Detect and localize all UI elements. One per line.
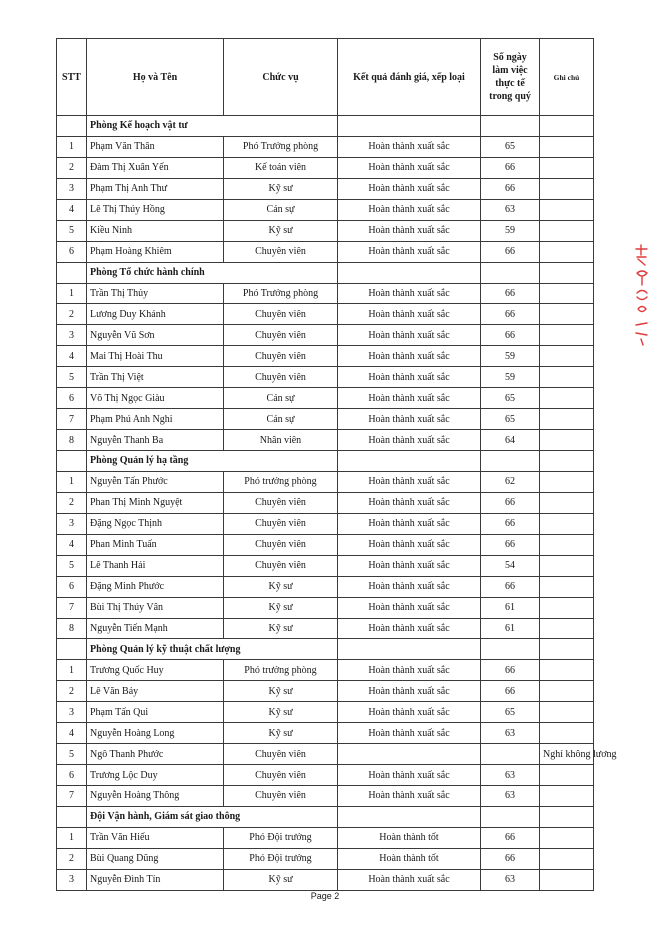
cell-result: Hoàn thành xuất sắc [338,618,481,639]
cell-stt: 3 [57,513,87,534]
cell-position: Phó trưởng phòng [224,660,338,681]
cell-name: Nguyễn Vũ Sơn [87,325,224,346]
cell-stt: 5 [57,220,87,241]
cell-position: Phó Trưởng phòng [224,283,338,304]
cell-name: Trương Lộc Duy [87,765,224,786]
table-row [57,471,594,492]
cell-result: Hoàn thành xuất sắc [338,241,481,262]
table-row [57,325,594,346]
table-row [57,157,594,178]
cell-days: 65 [481,136,540,157]
cell-result: Hoàn thành xuất sắc [338,534,481,555]
cell-stt: 1 [57,827,87,848]
section-empty-cell [481,806,540,827]
cell-position: Chuyên viên [224,765,338,786]
cell-days [481,744,540,765]
cell-result [338,744,481,765]
cell-note [540,241,594,262]
cell-note [540,576,594,597]
cell-position: Phó Đội trưởng [224,827,338,848]
cell-name: Phan Thị Minh Nguyệt [87,492,224,513]
cell-name: Trần Văn Hiếu [87,827,224,848]
cell-days: 66 [481,681,540,702]
cell-note [540,618,594,639]
cell-days: 66 [481,848,540,869]
cell-position: Kỹ sư [224,178,338,199]
section-title: Phòng Tổ chức hành chính [87,262,338,283]
table-row [57,660,594,681]
cell-name: Lê Văn Bảy [87,681,224,702]
table-row [57,723,594,744]
table-row [57,618,594,639]
cell-result: Hoàn thành tốt [338,848,481,869]
cell-stt: 6 [57,765,87,786]
header-name: Họ và Tên [87,39,224,116]
section-empty-cell [540,806,594,827]
cell-result: Hoàn thành xuất sắc [338,220,481,241]
cell-name: Trần Thị Thủy [87,283,224,304]
cell-note [540,848,594,869]
cell-note [540,283,594,304]
header-days: Số ngày làm việc thực tế trong quý [481,39,540,116]
cell-stt: 2 [57,157,87,178]
cell-name: Phạm Tấn Qui [87,702,224,723]
cell-days: 66 [481,241,540,262]
cell-days: 66 [481,660,540,681]
cell-stt: 4 [57,723,87,744]
section-title: Đội Vận hành, Giám sát giao thông [87,806,338,827]
cell-position: Kỹ sư [224,618,338,639]
cell-note [540,136,594,157]
cell-result: Hoàn thành xuất sắc [338,681,481,702]
cell-stt: 3 [57,702,87,723]
cell-stt: 1 [57,660,87,681]
section-empty-cell [481,116,540,137]
cell-name: Võ Thị Ngọc Giàu [87,388,224,409]
cell-name: Đặng Ngọc Thịnh [87,513,224,534]
cell-result: Hoàn thành xuất sắc [338,555,481,576]
cell-stt: 2 [57,848,87,869]
cell-name: Nguyễn Tiến Mạnh [87,618,224,639]
cell-days: 54 [481,555,540,576]
cell-name: Đặng Minh Phước [87,576,224,597]
cell-position: Phó Đội trưởng [224,848,338,869]
cell-note [540,492,594,513]
cell-name: Nguyễn Hoàng Thông [87,786,224,807]
table-row [57,681,594,702]
cell-position: Cán sự [224,409,338,430]
cell-note [540,513,594,534]
cell-note [540,409,594,430]
table-row [57,534,594,555]
cell-days: 59 [481,220,540,241]
cell-position: Chuyên viên [224,304,338,325]
cell-name: Phạm Hoàng Khiêm [87,241,224,262]
stamp-stroke [637,291,647,300]
cell-result: Hoàn thành xuất sắc [338,325,481,346]
cell-days: 59 [481,367,540,388]
stamp-stroke [637,271,647,285]
cell-days: 66 [481,513,540,534]
cell-result: Hoàn thành xuất sắc [338,471,481,492]
cell-stt: 7 [57,786,87,807]
table-row [57,136,594,157]
cell-position: Nhân viên [224,430,338,451]
cell-days: 65 [481,409,540,430]
table-row [57,388,594,409]
cell-position: Chuyên viên [224,555,338,576]
table-body [57,116,617,891]
cell-stt: 3 [57,325,87,346]
table-row [57,304,594,325]
cell-stt: 7 [57,409,87,430]
cell-days: 61 [481,618,540,639]
side-stamp-mark [634,243,650,347]
cell-days: 59 [481,346,540,367]
table-row [57,346,594,367]
cell-name: Lê Thanh Hải [87,555,224,576]
cell-days: 66 [481,576,540,597]
table-row [57,199,594,220]
cell-days: 63 [481,869,540,890]
cell-position: Kỹ sư [224,723,338,744]
cell-stt: 4 [57,346,87,367]
table-row [57,283,594,304]
cell-position: Kỹ sư [224,681,338,702]
cell-note [540,681,594,702]
cell-position: Chuyên viên [224,786,338,807]
cell-note [540,367,594,388]
cell-name: Nguyễn Tấn Phước [87,471,224,492]
cell-stt: 1 [57,283,87,304]
table-row [57,827,594,848]
section-empty-cell [540,639,594,660]
table-row [57,765,594,786]
table-header [57,39,594,116]
cell-name: Ngô Thanh Phước [87,744,224,765]
section-title: Phòng Quản lý kỹ thuật chất lượng [87,639,338,660]
section-empty-cell [57,639,87,660]
cell-days: 66 [481,283,540,304]
table-row [57,430,594,451]
cell-stt: 2 [57,304,87,325]
cell-days: 66 [481,304,540,325]
cell-name: Lê Thị Thúy Hồng [87,199,224,220]
cell-stt: 5 [57,744,87,765]
section-empty-cell [338,451,481,472]
section-header-row [57,451,594,472]
table-row [57,597,594,618]
cell-note [540,786,594,807]
cell-result: Hoàn thành xuất sắc [338,346,481,367]
cell-stt: 1 [57,471,87,492]
cell-result: Hoàn thành xuất sắc [338,513,481,534]
cell-stt: 4 [57,199,87,220]
cell-name: Nguyễn Hoàng Long [87,723,224,744]
header-stt: STT [57,39,87,116]
cell-position: Chuyên viên [224,513,338,534]
cell-note [540,388,594,409]
cell-name: Đàm Thị Xuân Yến [87,157,224,178]
header-position: Chức vụ [224,39,338,116]
cell-stt: 7 [57,597,87,618]
cell-result: Hoàn thành xuất sắc [338,157,481,178]
cell-stt: 8 [57,430,87,451]
cell-position: Kỹ sư [224,576,338,597]
header-result: Kết quả đánh giá, xếp loại [338,39,481,116]
cell-note [540,471,594,492]
section-empty-cell [540,451,594,472]
cell-stt: 3 [57,178,87,199]
header-row [57,39,594,116]
page-number: Page 2 [310,891,340,901]
cell-stt: 2 [57,492,87,513]
cell-result: Hoàn thành xuất sắc [338,409,481,430]
cell-result: Hoàn thành xuất sắc [338,388,481,409]
cell-name: Lương Duy Khánh [87,304,224,325]
cell-days: 66 [481,492,540,513]
cell-stt: 5 [57,555,87,576]
cell-days: 63 [481,723,540,744]
cell-result: Hoàn thành xuất sắc [338,304,481,325]
cell-note [540,346,594,367]
cell-position: Chuyên viên [224,534,338,555]
cell-name: Bùi Quang Dũng [87,848,224,869]
section-empty-cell [57,806,87,827]
table-row [57,220,594,241]
table-row [57,241,594,262]
table-row [57,576,594,597]
cell-result: Hoàn thành xuất sắc [338,199,481,220]
section-empty-cell [57,262,87,283]
cell-name: Nguyễn Đình Tín [87,869,224,890]
cell-position: Phó trưởng phòng [224,471,338,492]
cell-days: 64 [481,430,540,451]
stamp-stroke [636,323,647,345]
table-row [57,367,594,388]
cell-days: 63 [481,765,540,786]
cell-result: Hoàn thành xuất sắc [338,178,481,199]
cell-note [540,430,594,451]
cell-result: Hoàn thành xuất sắc [338,723,481,744]
section-empty-cell [57,116,87,137]
cell-name: Bùi Thị Thúy Vân [87,597,224,618]
cell-position: Kỹ sư [224,869,338,890]
cell-result: Hoàn thành xuất sắc [338,367,481,388]
cell-position: Kỹ sư [224,597,338,618]
cell-stt: 6 [57,241,87,262]
cell-note [540,555,594,576]
cell-name: Phan Minh Tuấn [87,534,224,555]
table-row [57,409,594,430]
section-header-row [57,806,594,827]
cell-name: Phạm Phú Anh Nghi [87,409,224,430]
section-empty-cell [540,262,594,283]
cell-note [540,765,594,786]
cell-note [540,178,594,199]
cell-result: Hoàn thành xuất sắc [338,576,481,597]
cell-stt: 3 [57,869,87,890]
section-header-row [57,116,594,137]
cell-note [540,220,594,241]
section-empty-cell [540,116,594,137]
cell-stt: 6 [57,388,87,409]
cell-days: 63 [481,786,540,807]
stamp-stroke [636,245,647,265]
cell-days: 63 [481,199,540,220]
table-row [57,744,594,765]
cell-note [540,827,594,848]
table-row [57,555,594,576]
section-empty-cell [338,806,481,827]
cell-note [540,157,594,178]
cell-stt: 6 [57,576,87,597]
cell-result: Hoàn thành xuất sắc [338,597,481,618]
cell-result: Hoàn thành xuất sắc [338,765,481,786]
cell-note [540,702,594,723]
cell-result: Hoàn thành xuất sắc [338,786,481,807]
cell-note [540,325,594,346]
cell-position: Cán sự [224,388,338,409]
cell-days: 66 [481,827,540,848]
cell-result: Hoàn thành xuất sắc [338,702,481,723]
cell-stt: 4 [57,534,87,555]
cell-stt: 8 [57,618,87,639]
cell-stt: 5 [57,367,87,388]
cell-name: Kiều Ninh [87,220,224,241]
cell-note [540,723,594,744]
cell-position: Kế toán viên [224,157,338,178]
cell-note [540,304,594,325]
cell-days: 62 [481,471,540,492]
cell-days: 61 [481,597,540,618]
cell-days: 66 [481,325,540,346]
cell-position: Chuyên viên [224,346,338,367]
section-empty-cell [338,262,481,283]
cell-result: Hoàn thành xuất sắc [338,283,481,304]
cell-days: 66 [481,178,540,199]
cell-position: Kỹ sư [224,702,338,723]
table-row [57,178,594,199]
section-empty-cell [57,451,87,472]
cell-position: Chuyên viên [224,325,338,346]
cell-name: Trần Thị Việt [87,367,224,388]
cell-position: Cán sự [224,199,338,220]
section-header-row [57,262,594,283]
table-row [57,513,594,534]
cell-days: 66 [481,157,540,178]
section-empty-cell [338,639,481,660]
cell-position: Chuyên viên [224,492,338,513]
cell-position: Kỹ sư [224,220,338,241]
cell-stt: 2 [57,681,87,702]
stamp-stroke [638,307,646,312]
cell-result: Hoàn thành tốt [338,827,481,848]
table-row [57,786,594,807]
cell-name: Trương Quốc Huy [87,660,224,681]
section-title: Phòng Quản lý hạ tầng [87,451,338,472]
cell-note: Nghỉ không lương [540,744,594,765]
cell-name: Nguyễn Thanh Ba [87,430,224,451]
cell-name: Mai Thị Hoài Thu [87,346,224,367]
table-row [57,492,594,513]
cell-result: Hoàn thành xuất sắc [338,136,481,157]
cell-days: 66 [481,534,540,555]
cell-position: Chuyên viên [224,744,338,765]
table-row [57,848,594,869]
section-empty-cell [481,639,540,660]
header-notes: Ghi chú [540,39,594,116]
cell-stt: 1 [57,136,87,157]
cell-name: Phạm Thị Anh Thư [87,178,224,199]
table-row [57,869,594,890]
cell-note [540,597,594,618]
cell-note [540,869,594,890]
cell-position: Chuyên viên [224,241,338,262]
cell-position: Chuyên viên [224,367,338,388]
cell-note [540,534,594,555]
section-title: Phòng Kế hoạch vật tư [87,116,338,137]
cell-days: 65 [481,388,540,409]
cell-position: Phó Trưởng phòng [224,136,338,157]
cell-result: Hoàn thành xuất sắc [338,430,481,451]
cell-note [540,199,594,220]
cell-result: Hoàn thành xuất sắc [338,660,481,681]
cell-note [540,660,594,681]
staff-evaluation-table [56,38,617,891]
cell-result: Hoàn thành xuất sắc [338,869,481,890]
cell-name: Phạm Văn Thân [87,136,224,157]
cell-days: 65 [481,702,540,723]
cell-result: Hoàn thành xuất sắc [338,492,481,513]
section-empty-cell [481,451,540,472]
table-row [57,702,594,723]
section-empty-cell [338,116,481,137]
section-empty-cell [481,262,540,283]
section-header-row [57,639,594,660]
